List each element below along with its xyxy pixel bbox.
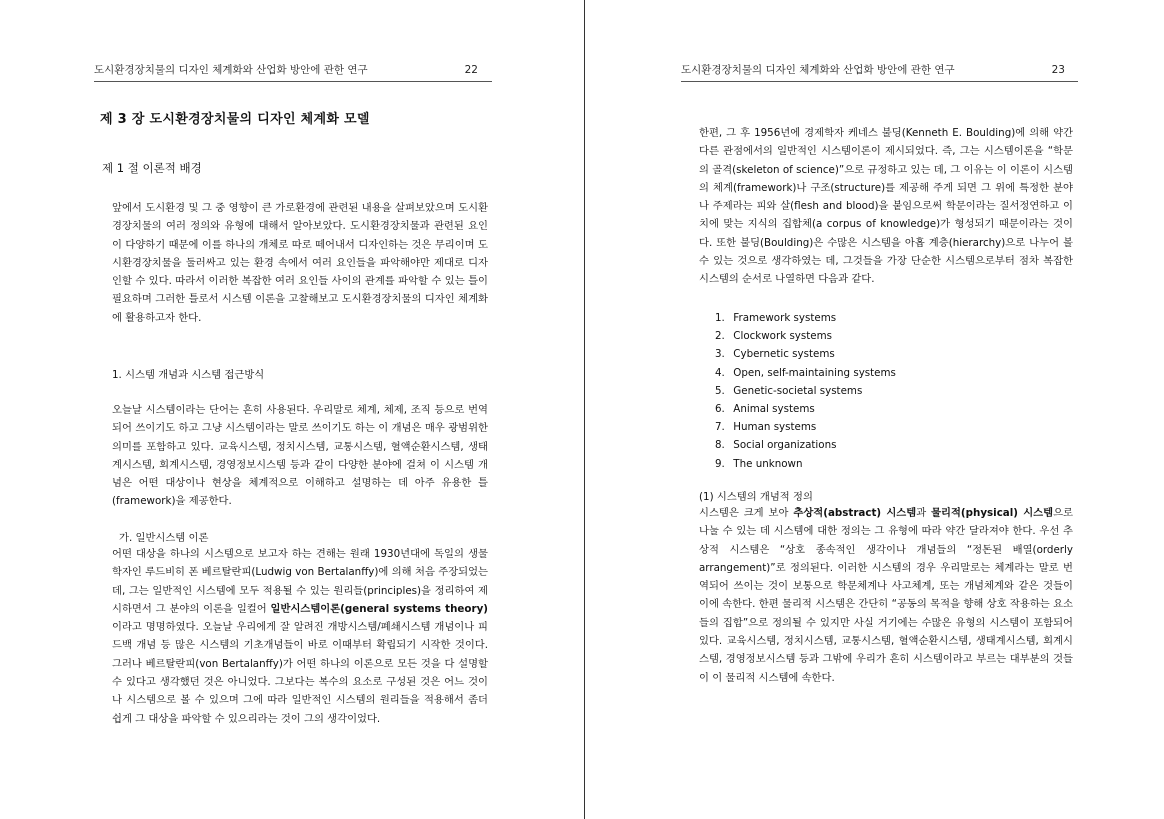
emphasis-term: 추상적(abstract) 시스템 [793, 507, 917, 519]
list-item [715, 418, 896, 436]
general-theory-paragraph [112, 545, 488, 728]
list-item [715, 327, 896, 345]
header-rule [94, 81, 492, 82]
list-number: 1. [715, 312, 725, 324]
subsection-title: 1. 시스템 개념과 시스템 접근방식 [112, 369, 265, 381]
list-label: Framework systems [733, 312, 837, 324]
list-label: Animal systems [733, 403, 815, 416]
list-item [715, 345, 896, 363]
system-paragraph: 오늘날 시스템이라는 단어는 흔히 사용된다. 우리말로 체계, 체제, 조직 등으로 번역되어 쓰이기도 하고 그냥 시스템이라는 말로 쓰이기도 하는 이 개념은 매우 광범위한 의미를 포함하고 있다. 교육시스템, 정치시스템, 교통시스템, 혈액순환시스템, 생태계시스템, 회계시스템, 경영정보시스템 등과 같이 다양한 분야에 걸쳐 이 시스템 개념은 어떤 대상이나 현상을 체계적으로 이해하고 설명하는 데 아주 유용한 틀(framework)을 제공한다. [112, 404, 488, 508]
list-item [715, 309, 896, 327]
emphasis-term: 물리적(physical) 시스템 [931, 507, 1054, 519]
list-number: 2. [715, 330, 725, 343]
list-item [715, 364, 896, 382]
running-head-title: 도시환경장치물의 디자인 체계화와 산업화 방안에 관한 연구 [94, 64, 368, 76]
boulding-paragraph: 한편, 그 후 1956년에 경제학자 케네스 불딩(Kenneth E. Boulding)에 의해 약간 다른 관점에서의 일반적인 시스템이론이 제시되었다. 즉, 그는 시스템이론을 “학문의 골격(skeleton of science)”으로 규정하고 있는 데, 그 이유는 이 이론이 시스템의 체계(framework)나 구조(structure)를 제공해 주게 되면 그 위에 특정한 분야나 주제라는 피와 살(flesh and blood)을 붙임으로써 학문이라는 질서정연하고 이치에 맞는 지식의 집합체(a corpus of knowledge)가 형성되기 때문이라는 것이다. 또한 불딩(Boulding)은 수많은 시스템을 아홉 계층(hierarchy)으로 나누어 볼 수 있는 것으로 생각하였는 데, 그것들을 가장 단순한 시스템으로부터 점차 복잡한 시스템의 순서로 나열하면 다음과 같다. [699, 127, 1073, 286]
running-head-title: 도시환경장치물의 디자인 체계화와 산업화 방안에 관한 연구 [681, 64, 955, 76]
running-head [94, 62, 478, 77]
list-item [715, 400, 896, 418]
list-item [715, 436, 896, 454]
list-label: The unknown [733, 457, 803, 470]
list-label: Clockwork systems [733, 330, 833, 343]
list-label: Human systems [733, 421, 817, 434]
running-head [681, 62, 1065, 77]
right-page [585, 0, 1164, 819]
emphasis-term: 일반시스템이론(general systems theory) [270, 602, 488, 615]
list-label: Open, self-maintaining systems [733, 366, 896, 379]
list-number: 8. [715, 439, 725, 452]
page-number: 23 [1051, 64, 1065, 76]
list-number: 6. [715, 403, 725, 416]
list-number: 9. [715, 457, 725, 470]
list-item [715, 455, 896, 473]
list-number: 3. [715, 348, 725, 361]
section-title: 제 1 절 이론적 배경 [102, 161, 202, 175]
chapter-title: 제 3 장 도시환경장치물의 디자인 체계화 모델 [100, 112, 370, 127]
list-label: Social organizations [733, 439, 837, 452]
list-label: Genetic-societal systems [733, 384, 863, 397]
definition-paragraph [699, 504, 1073, 687]
page-number: 22 [464, 64, 478, 76]
paragraph-text: 과 [916, 507, 932, 519]
paragraph-text: 시스템은 크게 보아 [699, 507, 794, 519]
list-item [715, 382, 896, 400]
list-number: 7. [715, 421, 725, 434]
list-label: Cybernetic systems [733, 348, 835, 361]
intro-paragraph: 앞에서 도시환경 및 그 중 영향이 큰 가로환경에 관련된 내용을 살펴보았으며 도시환경장치물의 여러 정의와 유형에 대해서 알아보았다. 도시환경장치물과 관련된 요인이 다양하기 때문에 이를 하나의 개체로 따로 떼어내서 디자인하는 것은 무리이며 도시환경장치물을 둘러싸고 있는 환경 속에서 여러 요인들을 파악해야만 제대로 디자인할 수 있다. 따라서 이러한 복잡한 여러 요인들 사이의 관계를 파악할 수 있는 틀이 필요하며 그러한 틀로서 시스템 이론을 고찰해보고 도시환경장치물의 디자인 체계화에 활용하고자 한다. [112, 202, 488, 324]
definition-heading: (1) 시스템의 개념적 정의 [699, 491, 813, 503]
hierarchy-list [715, 309, 896, 473]
header-rule [681, 81, 1078, 82]
list-number: 5. [715, 384, 725, 397]
paragraph-text: 이라고 명명하였다. 오늘날 우리에게 잘 알려진 개방시스템/폐쇄시스템 개념이나 피드백 개념 등 많은 시스템의 기초개념들이 바로 이때부터 확립되기 시작한 것이다. 그러나 베르탈란피(von Bertalanffy)가 어떤 하나의 이론으로 모든 것을 다 설명할 수 있다고 생각했던 것은 아니었다. 그보다는 복수의 요소로 구성된 것은 어느 것이나 시스템으로 볼 수 있으며 그에 따라 일반적인 시스템의 원리들을 적용해서 좀더 쉽게 그 대상을 파악할 수 있으리라는 것이 그의 생각이었다. [112, 621, 488, 725]
list-number: 4. [715, 366, 725, 379]
paragraph-text: 으로 나눌 수 있는 데 시스템에 대한 정의는 그 유형에 따라 약간 달라져야 한다. 우선 추상적 시스템은 “상호 종속적인 생각이나 개념들의 “정돈된 배열(orderly arrangement)”로 정의된다. 이러한 시스템의 경우 우리말로는 체계라는 말로 번역되어 쓰이는 것이 보통으로 학문체계나 사고체계, 또는 개념체계와 같은 것들이 이에 속한다. 한편 물리적 시스템은 간단히 “공동의 목적을 향해 상호 작용하는 요소들의 집합”으로 정의될 수 있지만 사실 거기에는 수많은 유형의 시스템이 포함되어 있다. 교육시스템, 정치시스템, 교통시스템, 혈액순환시스템, 생태계시스템, 회계시스템, 경영정보시스템 등과 그밖에 우리가 흔히 시스템이라고 부르는 대부분의 것들이 이 물리적 시스템에 속한다. [699, 507, 1073, 684]
general-theory-heading: 가. 일반시스템 이론 [119, 532, 209, 544]
paragraph-text: 어떤 대상을 하나의 시스템으로 보고자 하는 견해는 원래 1930년대에 독일의 생물학자인 루드비히 폰 베르탈란피(Ludwig von Bertalanffy)에 의해 처음 주장되었는 데, 그는 일반적인 시스템에 모두 적용될 수 있는 원리들(principles)을 정리하여 제시하면서 그 분야의 이론을 일컬어 [112, 548, 488, 615]
